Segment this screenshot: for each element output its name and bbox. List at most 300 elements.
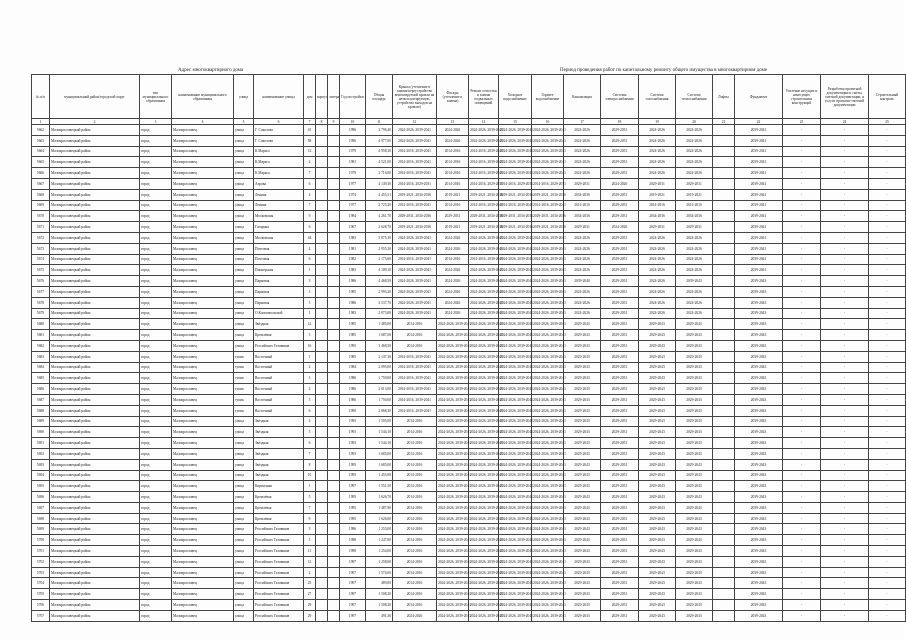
table-cell: 6 <box>304 405 316 416</box>
table-cell: 2024-2026, 2039-2041 <box>437 459 469 470</box>
table-cell: Кремлёвая <box>254 513 304 524</box>
table-cell: улица <box>234 243 254 254</box>
table-cell: улица <box>234 600 254 611</box>
table-cell: 2024-2026, 2039-2041 <box>532 394 564 405</box>
table-cell: - <box>821 222 869 233</box>
table-cell: 2014-2016 <box>393 470 437 481</box>
table-cell <box>316 556 328 567</box>
table-cell: улица <box>234 416 254 427</box>
table-cell: Гагарина <box>254 222 304 233</box>
table-cell: 2029-2043 <box>564 394 601 405</box>
table-cell: 2014-2016 <box>393 524 437 535</box>
table-cell: 2024-2026 <box>564 243 601 254</box>
table-cell: - <box>869 232 906 243</box>
table-cell: - <box>783 384 821 395</box>
table-cell: 2024-2026, 2039-2041 <box>469 492 499 503</box>
table-cell: 2029-2043 <box>676 319 713 330</box>
table-cell <box>316 125 328 136</box>
table-cell: 2029-2043 <box>564 351 601 362</box>
table-cell: 2014-2016, 2039-2041 <box>469 200 499 211</box>
table-cell: - <box>783 135 821 146</box>
table-cell <box>328 492 340 503</box>
table-cell: 5680 <box>32 319 50 330</box>
table-cell: 2024-2026 <box>639 286 676 297</box>
table-cell: Малоярославец <box>172 276 234 287</box>
table-cell: 2014-2016 <box>437 157 469 168</box>
table-cell: - <box>869 427 906 438</box>
table-cell: 2014-2016 <box>437 200 469 211</box>
table-cell <box>328 189 340 200</box>
table-cell: 2024-2026, 2039-2041 <box>437 438 469 449</box>
table-cell: 2024-2026, 2039-2041 <box>499 351 532 362</box>
table-cell: 5683 <box>32 351 50 362</box>
table-cell: Московская <box>254 211 304 222</box>
table-cell: 7 <box>304 448 316 459</box>
table-cell: Малоярославец <box>172 362 234 373</box>
table-cell: 1997 <box>340 610 366 621</box>
table-cell: Малоярославецкий район <box>50 254 140 265</box>
table-cell: 2029-2031 <box>601 578 639 589</box>
table-cell: 2014-2016, 2039-2041 <box>393 157 437 168</box>
table-cell: 2024-2026, 2039-2041 <box>437 384 469 395</box>
table-cell: К.Маркса <box>254 146 304 157</box>
table-cell: 2024-2026, 2039-2041 <box>469 232 499 243</box>
column-number: 11 <box>366 119 393 125</box>
table-cell <box>713 340 735 351</box>
table-cell: 2029-2043 <box>564 524 601 535</box>
table-cell: Малоярославец <box>172 578 234 589</box>
table-cell: 5679 <box>32 308 50 319</box>
table-cell: 2029-2043 <box>564 427 601 438</box>
table-cell: 1 685,00 <box>366 448 393 459</box>
table-cell: 4 455,31 <box>366 189 393 200</box>
table-cell: - <box>821 330 869 341</box>
table-cell: 2029-2043 <box>564 362 601 373</box>
table-cell: 5690 <box>32 427 50 438</box>
table-cell <box>328 362 340 373</box>
table-cell <box>713 168 735 179</box>
table-cell: город <box>140 178 172 189</box>
column-number: 12 <box>393 119 437 125</box>
table-cell: 1984 <box>340 362 366 373</box>
table-cell: - <box>821 600 869 611</box>
table-cell <box>713 513 735 524</box>
table-cell: - <box>869 513 906 524</box>
table-cell: 2029-2031 <box>601 535 639 546</box>
table-cell: 2029-2031 <box>601 276 639 287</box>
table-cell: 1985 <box>340 351 366 362</box>
table-cell: 2029-2043 <box>639 438 676 449</box>
table-cell: 2019-2021, 2034-2036 <box>532 189 564 200</box>
table-cell: город <box>140 200 172 211</box>
table-cell: 2029-2031 <box>601 189 639 200</box>
table-cell: город <box>140 513 172 524</box>
table-cell: Малоярославецкий район <box>50 556 140 567</box>
table-cell: 2024-2026, 2039-2041 <box>469 459 499 470</box>
table-cell: город <box>140 308 172 319</box>
table-cell: 1 <box>304 351 316 362</box>
table-cell: 2034-2036 <box>639 211 676 222</box>
table-cell: 1967 <box>340 222 366 233</box>
table-cell: Малоярославецкий район <box>50 610 140 621</box>
table-cell: Малоярославец <box>172 589 234 600</box>
table-cell: 2014-2016, 2039-2041 <box>469 168 499 179</box>
table-cell: 2029-2031, 2034-2036 <box>393 211 437 222</box>
table-cell: Малоярославецкий район <box>50 470 140 481</box>
table-cell: 7 <box>304 502 316 513</box>
table-cell <box>316 146 328 157</box>
table-cell: 1993 <box>340 427 366 438</box>
column-number: 21 <box>713 119 735 125</box>
table-cell <box>328 416 340 427</box>
table-cell: 5687 <box>32 394 50 405</box>
table-cell: 5681 <box>32 330 50 341</box>
table-cell <box>316 535 328 546</box>
table-cell <box>316 416 328 427</box>
column-header: Строительный контроль <box>869 75 906 119</box>
table-cell: 2029-2043 <box>676 524 713 535</box>
table-cell: 1 485,00 <box>366 319 393 330</box>
table-cell: 2039-2043 <box>735 319 783 330</box>
table-row <box>32 556 906 567</box>
table-cell: - <box>821 405 869 416</box>
table-cell: 2014-2016 <box>393 589 437 600</box>
table-cell: 2024-2026, 2039-2041 <box>437 481 469 492</box>
column-number: 20 <box>676 119 713 125</box>
table-cell: 2024-2026, 2039-2041 <box>499 600 532 611</box>
table-cell: город <box>140 578 172 589</box>
table-cell: 2024-2026, 2039-2041 <box>469 286 499 297</box>
table-cell: 5676 <box>32 276 50 287</box>
table-cell <box>328 481 340 492</box>
table-cell: 2024-2026, 2039-2041 <box>499 524 532 535</box>
table-cell: 4 261,70 <box>366 211 393 222</box>
table-cell <box>328 146 340 157</box>
table-cell: 2029-2043 <box>564 448 601 459</box>
table-cell: 2024-2026, 2039-2041 <box>437 524 469 535</box>
table-cell: 2024-2026, 2039-2041 <box>393 232 437 243</box>
table-cell: 2014-2016, 2039-2041 <box>393 405 437 416</box>
table-cell: 1981 <box>340 157 366 168</box>
table-cell: 2024-2026 <box>676 135 713 146</box>
table-cell: Российских Газовиков <box>254 610 304 621</box>
table-cell <box>316 546 328 557</box>
table-cell: 2029-2031 <box>601 600 639 611</box>
table-cell: - <box>783 222 821 233</box>
table-cell: 2029-2031 <box>601 405 639 416</box>
table-cell: Малоярославец <box>172 232 234 243</box>
table-cell: 2024-2026, 2039-2041 <box>437 610 469 621</box>
table-row <box>32 502 906 513</box>
table-cell <box>316 265 328 276</box>
table-cell: 2024-2026 <box>676 308 713 319</box>
table-cell: 2024-2026, 2039-2041 <box>437 351 469 362</box>
table-cell: улица <box>234 524 254 535</box>
table-cell: 2029-2043 <box>564 438 601 449</box>
table-cell: - <box>869 481 906 492</box>
table-cell: 2019-2021, 2034-2036 <box>393 222 437 233</box>
table-cell: 2024-2026 <box>437 308 469 319</box>
table-cell: 2029-2043 <box>564 546 601 557</box>
table-cell: Г. Соколова <box>254 125 304 136</box>
table-cell: 2039-2043 <box>735 362 783 373</box>
table-cell: - <box>869 211 906 222</box>
table-cell <box>713 362 735 373</box>
table-cell: 2024-2026, 2039-2041 <box>393 308 437 319</box>
table-cell: - <box>869 351 906 362</box>
table-cell: 2039-2041 <box>735 265 783 276</box>
table-cell: 2029-2031 <box>601 157 639 168</box>
table-cell: 2014-2016 <box>393 502 437 513</box>
table-cell: 2024-2026, 2039-2041 <box>437 578 469 589</box>
table-cell: 4 521,00 <box>366 157 393 168</box>
table-row <box>32 125 906 136</box>
table-cell: 2 716,00 <box>366 168 393 179</box>
table-cell: Малоярославецкий район <box>50 135 140 146</box>
table-cell: 2019-2021 <box>639 189 676 200</box>
table-cell: город <box>140 373 172 384</box>
table-cell: город <box>140 546 172 557</box>
table-cell: улица <box>234 125 254 136</box>
table-cell: Малоярославецкий район <box>50 330 140 341</box>
table-cell: 2024-2026, 2039-2041 <box>499 340 532 351</box>
table-cell: город <box>140 600 172 611</box>
table-cell: 2029-2043 <box>564 502 601 513</box>
table-cell: 2024-2026 <box>564 265 601 276</box>
table-cell: 2024-2026, 2039-2041 <box>469 524 499 535</box>
table-cell: улица <box>234 276 254 287</box>
table-cell: 2024-2026, 2039-2041 <box>532 297 564 308</box>
table-cell: 2029-2043 <box>564 556 601 567</box>
table-cell: город <box>140 535 172 546</box>
table-cell: 4 109,10 <box>366 265 393 276</box>
table-cell: - <box>869 373 906 384</box>
table-cell: 2029-2043 <box>676 351 713 362</box>
table-cell: город <box>140 157 172 168</box>
table-cell: Малоярославецкий район <box>50 427 140 438</box>
table-cell: 27 <box>304 589 316 600</box>
table-cell: - <box>821 438 869 449</box>
table-cell: 2029-2031 <box>601 286 639 297</box>
table-cell: Малоярославецкий район <box>50 416 140 427</box>
table-cell: - <box>821 189 869 200</box>
table-cell: - <box>783 157 821 168</box>
table-cell <box>316 297 328 308</box>
table-cell: 2039-2043 <box>735 286 783 297</box>
table-cell <box>316 232 328 243</box>
table-cell: Кремлёвая <box>254 502 304 513</box>
table-row <box>32 362 906 373</box>
table-cell: 2029-2043 <box>639 394 676 405</box>
table-cell: Российских Газовиков <box>254 556 304 567</box>
table-cell: 2024-2026, 2039-2041 <box>499 146 532 157</box>
table-cell: Российских Газовиков <box>254 546 304 557</box>
table-cell <box>328 222 340 233</box>
table-cell: 2029-2031 <box>601 427 639 438</box>
table-cell: 3 <box>304 286 316 297</box>
table-cell <box>328 567 340 578</box>
table-cell: Звёздная <box>254 319 304 330</box>
column-header: улица <box>234 75 254 119</box>
table-cell: - <box>869 546 906 557</box>
table-cell: 2014-2016 <box>393 535 437 546</box>
table-cell: 2014-2016 <box>676 200 713 211</box>
table-cell: - <box>821 146 869 157</box>
table-cell: 2029-2031, 2034-2036 <box>499 211 532 222</box>
table-cell: Малоярославец <box>172 157 234 168</box>
table-cell: 1 247,80 <box>366 535 393 546</box>
table-cell: - <box>869 524 906 535</box>
table-cell: город <box>140 567 172 578</box>
table-row <box>32 297 906 308</box>
table-cell: 2039-2041 <box>735 157 783 168</box>
table-cell: 2024-2026, 2039-2041 <box>532 416 564 427</box>
table-cell: 2029-2031 <box>601 556 639 567</box>
table-cell: - <box>783 513 821 524</box>
table-cell: 2029-2043 <box>676 600 713 611</box>
table-cell: Московская <box>254 232 304 243</box>
table-cell: Малоярославецкий район <box>50 578 140 589</box>
table-cell: Малоярославец <box>172 168 234 179</box>
table-cell <box>713 243 735 254</box>
table-cell <box>328 319 340 330</box>
table-cell: 2024-2026 <box>639 243 676 254</box>
table-cell: - <box>869 502 906 513</box>
table-cell: улица <box>234 340 254 351</box>
table-cell: 2024-2026, 2039-2041 <box>532 502 564 513</box>
table-cell: улица <box>234 492 254 503</box>
table-cell: 2024-2026, 2039-2041 <box>437 416 469 427</box>
table-cell: 5703 <box>32 567 50 578</box>
table-cell <box>713 373 735 384</box>
table-cell: 2024-2026 <box>564 168 601 179</box>
table-cell: - <box>783 330 821 341</box>
table-cell: Малоярославец <box>172 297 234 308</box>
table-cell: - <box>869 297 906 308</box>
table-cell: город <box>140 492 172 503</box>
table-cell: 1985 <box>340 286 366 297</box>
column-number: 6 <box>254 119 304 125</box>
table-cell <box>328 297 340 308</box>
table-cell: Малоярославецкий район <box>50 535 140 546</box>
table-cell: 2039-2043 <box>735 405 783 416</box>
table-cell: 2014-2016, 2039-2041 <box>499 200 532 211</box>
table-cell <box>328 340 340 351</box>
table-cell: - <box>783 189 821 200</box>
table-cell: 1 551,50 <box>366 481 393 492</box>
table-cell: Восточный <box>254 405 304 416</box>
table-cell: улица <box>234 222 254 233</box>
table-cell: 2029-2031 <box>639 178 676 189</box>
table-cell: Малоярославец <box>172 211 234 222</box>
table-cell: Кирпичная <box>254 481 304 492</box>
table-cell: - <box>869 567 906 578</box>
table-cell: 2024-2026, 2039-2041 <box>437 319 469 330</box>
table-cell: 2024-2026, 2039-2041 <box>437 589 469 600</box>
table-cell: 2024-2026, 2039-2041 <box>532 600 564 611</box>
table-cell: Малоярославецкий район <box>50 362 140 373</box>
table-cell: 8 <box>304 459 316 470</box>
table-cell <box>713 610 735 621</box>
table-row <box>32 330 906 341</box>
table-cell: 2024-2026, 2039-2041 <box>532 254 564 265</box>
table-cell: Малоярославецкий район <box>50 308 140 319</box>
table-cell: город <box>140 146 172 157</box>
table-cell: 2024-2026, 2039-2041 <box>437 394 469 405</box>
table-cell: 2014-2016 <box>393 513 437 524</box>
table-cell <box>713 535 735 546</box>
table-cell: город <box>140 189 172 200</box>
table-cell: 11 <box>304 546 316 557</box>
table-cell: Малоярославец <box>172 416 234 427</box>
table-cell: 2014-2016 <box>393 427 437 438</box>
table-cell: 2039-2041 <box>735 189 783 200</box>
table-cell: 5 <box>304 535 316 546</box>
table-cell <box>713 524 735 535</box>
table-row <box>32 157 906 168</box>
table-cell: Малоярославец <box>172 243 234 254</box>
table-cell: 2029-2031 <box>437 211 469 222</box>
table-cell: 2029-2043 <box>639 330 676 341</box>
table-cell: 2024-2026, 2039-2041 <box>499 265 532 276</box>
table-cell: - <box>821 340 869 351</box>
table-cell: Малоярославец <box>172 178 234 189</box>
table-cell: улица <box>234 157 254 168</box>
table-cell: - <box>783 200 821 211</box>
table-cell: улица <box>234 578 254 589</box>
table-cell <box>328 178 340 189</box>
table-cell: 2024-2026, 2039-2041 <box>469 394 499 405</box>
table-cell: Малоярославец <box>172 254 234 265</box>
table-row <box>32 265 906 276</box>
table-cell: Малоярославец <box>172 340 234 351</box>
table-cell: - <box>869 254 906 265</box>
table-cell: 2014-2016 <box>393 330 437 341</box>
table-cell: 2029-2031 <box>601 567 639 578</box>
table-cell: 2029-2031 <box>601 330 639 341</box>
table-cell: 2029-2043 <box>564 481 601 492</box>
table-cell: 2024-2026, 2039-2041 <box>437 405 469 416</box>
table-cell: Российских Газовиков <box>254 535 304 546</box>
table-cell <box>328 556 340 567</box>
table-cell: 2039-2043 <box>735 308 783 319</box>
table-cell: 2029-2043 <box>676 459 713 470</box>
table-cell <box>713 546 735 557</box>
table-cell: Малоярославецкий район <box>50 168 140 179</box>
table-cell: Малоярославецкий район <box>50 502 140 513</box>
table-cell: 4 <box>304 384 316 395</box>
table-cell: 2024-2026, 2039-2041 <box>469 308 499 319</box>
table-cell <box>328 286 340 297</box>
table-cell: 2034-2036 <box>564 211 601 222</box>
table-cell: 5700 <box>32 535 50 546</box>
table-cell: 2024-2026, 2039-2041 <box>469 610 499 621</box>
table-cell: 2029-2043 <box>564 340 601 351</box>
table-cell: - <box>869 556 906 567</box>
table-cell: 1986 <box>340 384 366 395</box>
table-cell <box>316 427 328 438</box>
table-cell: Звёздная <box>254 427 304 438</box>
table-cell: 2024-2026 <box>639 125 676 136</box>
table-cell <box>316 459 328 470</box>
table-cell: 2039-2041 <box>735 211 783 222</box>
table-cell: 2024-2026, 2039-2041 <box>469 373 499 384</box>
table-cell: Восточный <box>254 351 304 362</box>
table-cell: 1986 <box>340 276 366 287</box>
table-cell: 2019-2021 <box>437 222 469 233</box>
table-cell: 2 073,00 <box>366 308 393 319</box>
table-cell: - <box>869 394 906 405</box>
